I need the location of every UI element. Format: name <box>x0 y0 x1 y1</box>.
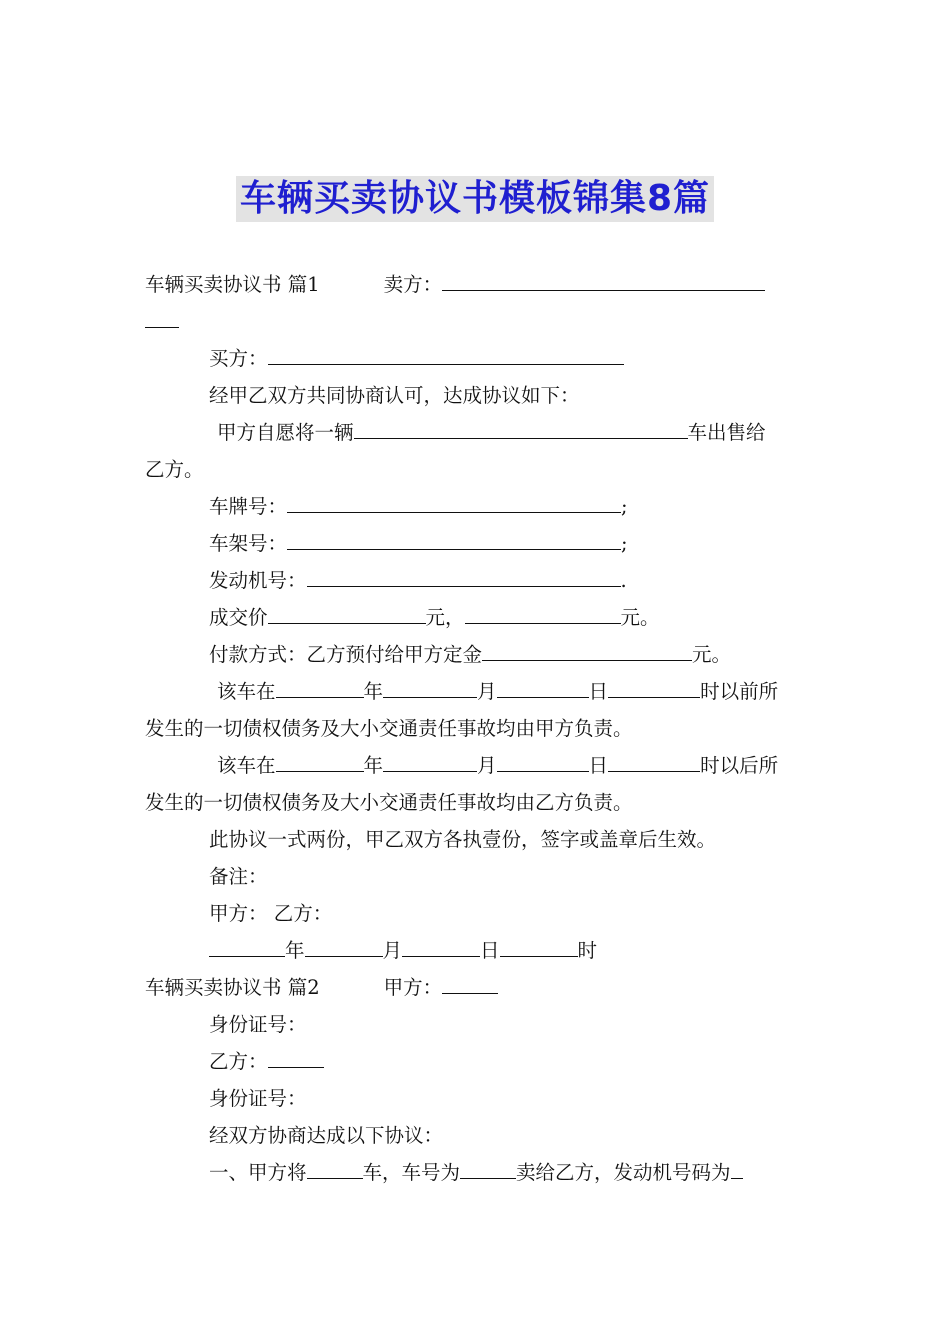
party-a-label: 甲方： <box>383 976 443 999</box>
sale-text-b: 车出售给 <box>687 421 766 444</box>
sign-day-blank <box>402 939 480 957</box>
engine-blank <box>307 569 621 587</box>
sale-line <box>145 414 810 451</box>
title-text: 车辆买卖协议书模板锦集8篇 <box>236 176 714 222</box>
party-b-label: 乙方： <box>209 1050 268 1073</box>
before-tail: 时以前所 <box>700 680 779 703</box>
party-b-blank <box>268 1050 324 1068</box>
car-at-label: 该车在 <box>217 680 276 703</box>
id1-line <box>145 1006 810 1043</box>
deposit-blank <box>482 643 692 661</box>
note-label: 备注： <box>209 865 268 888</box>
plate-label: 车牌号： <box>209 495 288 518</box>
vehicle-blank <box>354 421 688 439</box>
buyer-blank <box>268 347 624 365</box>
year-blank <box>276 680 364 698</box>
price-unit-1: 元， <box>425 606 465 629</box>
sign-hour-blank <box>500 939 578 957</box>
day-label: 日 <box>588 680 609 703</box>
day-blank <box>497 754 589 772</box>
after-date-line <box>145 747 810 784</box>
car-number-blank <box>460 1161 516 1179</box>
seller-label: 卖方： <box>383 273 443 296</box>
frame-semicolon: ; <box>621 532 628 555</box>
payment-line <box>145 636 810 673</box>
section1-heading: 车辆买卖协议书 篇1 <box>145 273 320 296</box>
year-label: 年 <box>363 754 384 777</box>
section1-heading-line <box>145 266 810 303</box>
day-label: 日 <box>588 754 609 777</box>
year-blank <box>276 754 364 772</box>
engine-line <box>145 562 810 599</box>
section2-heading-line <box>145 969 810 1006</box>
parties-line <box>145 895 810 932</box>
intro-line <box>145 377 810 414</box>
clause1-line <box>145 1154 810 1191</box>
price-blank-1 <box>268 606 426 624</box>
month-blank <box>383 754 477 772</box>
sale-line-2 <box>145 451 810 488</box>
sale-text-a: 甲方自愿将一辆 <box>217 421 354 444</box>
payment-label: 付款方式：乙方预付给甲方定金 <box>209 643 483 666</box>
sign-hour-label: 时 <box>577 939 598 962</box>
plate-blank <box>287 495 621 513</box>
document-body <box>145 266 810 1191</box>
seller-blank-tail <box>145 310 179 328</box>
clause1-a: 一、甲方将 <box>209 1161 307 1184</box>
before-responsibility-line <box>145 710 810 747</box>
buyer-line <box>145 340 810 377</box>
copies-line <box>145 821 810 858</box>
sign-date-line <box>145 932 810 969</box>
month-label: 月 <box>477 754 497 777</box>
section2-heading: 车辆买卖协议书 篇2 <box>145 976 320 999</box>
before-responsibility: 发生的一切债权债务及大小交通责任事故均由甲方负责。 <box>145 717 633 740</box>
after-tail: 时以后所 <box>700 754 779 777</box>
day-blank <box>497 680 589 698</box>
before-date-line <box>145 673 810 710</box>
price-unit-2: 元。 <box>620 606 660 629</box>
party-a-blank <box>442 976 498 994</box>
after-responsibility: 发生的一切债权债务及大小交通责任事故均由乙方负责。 <box>145 791 633 814</box>
car-at-label: 该车在 <box>217 754 276 777</box>
year-label: 年 <box>363 680 384 703</box>
price-label: 成交价 <box>209 606 268 629</box>
hour-blank <box>608 754 700 772</box>
seller-blank-continuation <box>145 303 810 340</box>
price-line <box>145 599 810 636</box>
plate-semicolon: ; <box>621 495 628 518</box>
frame-blank <box>287 532 621 550</box>
hour-blank <box>608 680 700 698</box>
document-title <box>0 176 950 222</box>
month-blank <box>383 680 477 698</box>
seller-blank <box>442 273 765 291</box>
engine-number-blank <box>731 1161 743 1179</box>
sign-year-blank <box>209 939 285 957</box>
sign-month-label: 月 <box>382 939 403 962</box>
frame-label: 车架号： <box>209 532 288 555</box>
clause1-c: 卖给乙方，发动机号码为 <box>516 1161 731 1184</box>
after-responsibility-line <box>145 784 810 821</box>
price-blank-2 <box>465 606 621 624</box>
id2-label: 身份证号： <box>209 1087 307 1110</box>
clause1-b: 车，车号为 <box>362 1161 461 1184</box>
id1-label: 身份证号： <box>209 1013 307 1036</box>
agreement-text: 经双方协商达成以下协议： <box>209 1124 444 1147</box>
plate-line <box>145 488 810 525</box>
frame-line <box>145 525 810 562</box>
id2-line <box>145 1080 810 1117</box>
sign-month-blank <box>305 939 383 957</box>
engine-dot: . <box>620 569 627 592</box>
sale-text-c: 乙方。 <box>145 458 204 481</box>
sign-year-label: 年 <box>285 939 305 962</box>
sign-day-label: 日 <box>480 939 500 962</box>
parties-label: 甲方： 乙方： <box>209 902 333 925</box>
engine-label: 发动机号： <box>209 569 307 592</box>
party-b-line <box>145 1043 810 1080</box>
payment-unit: 元。 <box>692 643 732 666</box>
car-type-blank <box>307 1161 363 1179</box>
copies-text: 此协议一式两份，甲乙双方各执壹份，签字或盖章后生效。 <box>209 828 717 851</box>
intro-text: 经甲乙双方共同协商认可，达成协议如下： <box>209 384 580 407</box>
buyer-label: 买方： <box>209 347 268 370</box>
note-line <box>145 858 810 895</box>
agreement-line <box>145 1117 810 1154</box>
month-label: 月 <box>477 680 497 703</box>
